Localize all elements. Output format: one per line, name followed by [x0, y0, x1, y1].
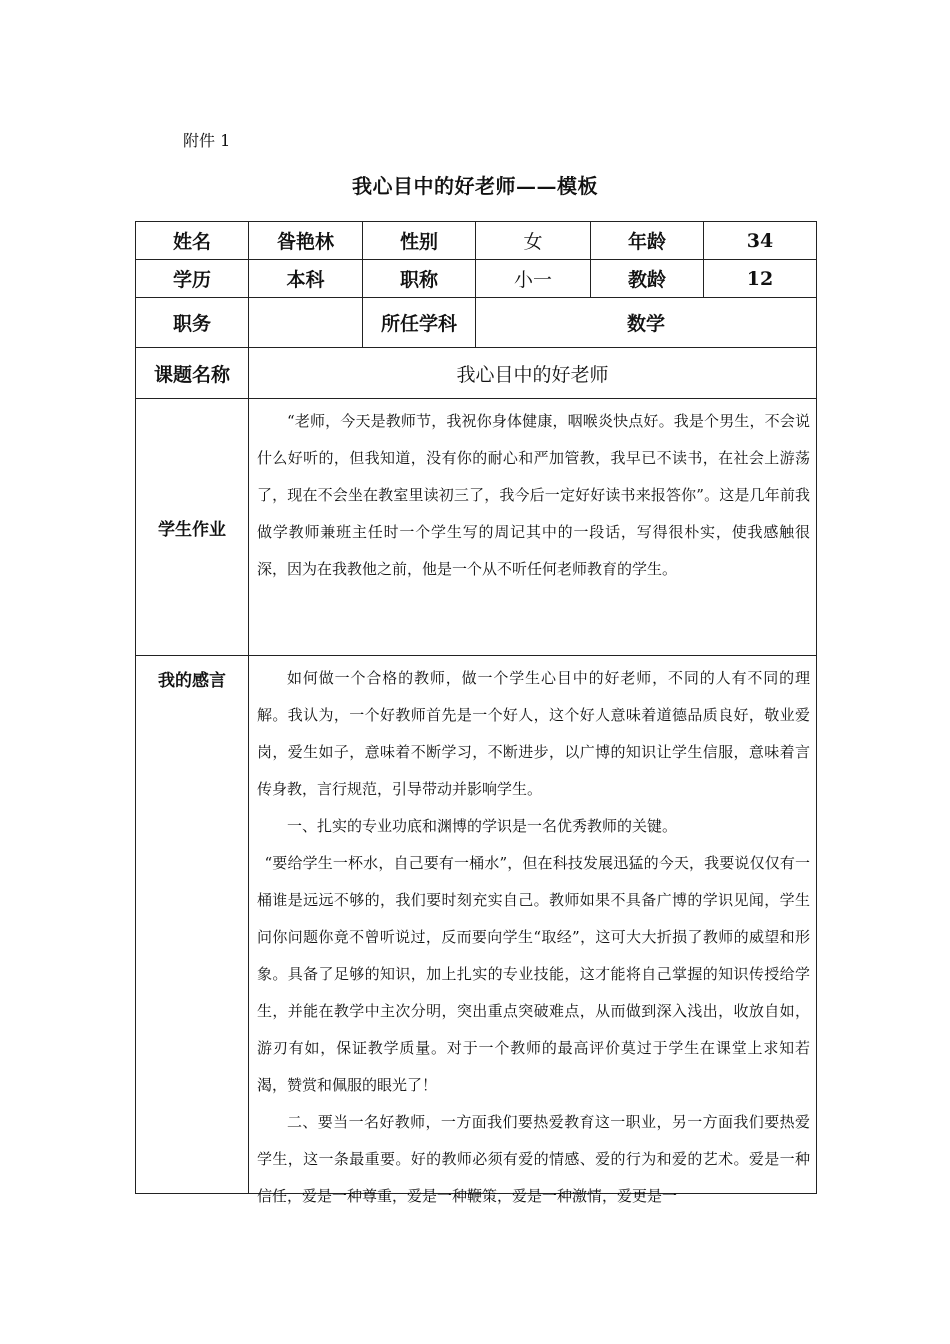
teaching-years-label: 教龄	[591, 260, 704, 298]
form-row-topic	[136, 348, 817, 399]
name-value: 昝艳林	[249, 222, 363, 260]
teaching-years-value: 12	[704, 260, 817, 298]
reflection-paragraph: 如何做一个合格的教师，做一个学生心目中的好老师，不同的人有不同的理解。我认为，一个好教师首先是一个好人，这个好人意味着道德品质良好，敬业爱岗，爱生如子，意味着不断学习，不断进步，以广博的知识让学生信服，意味着言传身教，言行规范，引导带动并影响学生。	[257, 669, 810, 798]
document-title: 我心目中的好老师——模板	[352, 174, 598, 198]
homework-text: “老师，今天是教师节，我祝你身体健康，咽喉炎快点好。我是个男生，不会说什么好听的，但我知道，没有你的耐心和严加管教，我早已不读书，在社会上游荡了，现在不会坐在教室里读初三了，我今后一定好好读书来报答你”。这是几年前我做学教师兼班主任时一个学生写的周记其中的一段话，写得很朴实，使我感触很深，因为在我教他之前，他是一个从不听任何老师教育的学生。	[257, 412, 810, 578]
education-label: 学历	[136, 260, 249, 298]
topic-label: 课题名称	[136, 348, 249, 399]
reflection-paragraph: 二、要当一名好教师，一方面我们要热爱教育这一职业，另一方面我们要热爱学生，这一条最重要。好的教师必须有爱的情感、爱的行为和爱的艺术。爱是一种信任，爱是一种尊重，爱是一种鞭策，爱是一种激情，爱更是一	[257, 1113, 810, 1205]
age-label: 年龄	[591, 222, 704, 260]
homework-label: 学生作业	[136, 399, 249, 656]
age-value: 34	[704, 222, 817, 260]
title-label: 职称	[363, 260, 476, 298]
education-value: 本科	[249, 260, 363, 298]
subject-label: 所任学科	[363, 298, 476, 348]
position-value	[249, 298, 363, 348]
name-label: 姓名	[136, 222, 249, 260]
reflection-body	[257, 660, 810, 1205]
gender-value: 女	[476, 222, 591, 260]
subject-value: 数学	[476, 298, 817, 348]
reflection-label: 我的感言	[136, 656, 249, 1194]
form-row-basic-1	[136, 222, 817, 260]
gender-label: 性别	[363, 222, 476, 260]
form-row-position	[136, 298, 817, 348]
homework-cell	[249, 399, 817, 656]
position-label: 职务	[136, 298, 249, 348]
reflection-cell	[249, 656, 817, 1205]
teacher-info-form	[135, 221, 817, 1205]
form-row-homework	[136, 399, 817, 656]
title-value: 小一	[476, 260, 591, 298]
topic-value: 我心目中的好老师	[249, 348, 817, 399]
attachment-label: 附件 1	[183, 131, 231, 150]
form-row-reflection	[136, 656, 817, 1194]
reflection-paragraph: 一、扎实的专业功底和渊博的学识是一名优秀教师的关键。	[287, 817, 678, 835]
reflection-paragraph: “要给学生一杯水，自己要有一桶水”，但在科技发展迅猛的今天，我要说仅仅有一桶谁是远远不够的，我们要时刻充实自己。教师如果不具备广博的学识见闻，学生问你问题你竟不曾听说过，反而要向学生“取经”，这可大大折损了教师的威望和形象。具备了足够的知识，加上扎实的专业技能，这才能将自己掌握的知识传授给学生，并能在教学中主次分明，突出重点突破难点，从而做到深入浅出，收放自如，游刃有如，保证教学质量。对于一个教师的最高评价莫过于学生在课堂上求知若渴，赞赏和佩服的眼光了！	[257, 854, 810, 1094]
form-row-basic-2	[136, 260, 817, 298]
